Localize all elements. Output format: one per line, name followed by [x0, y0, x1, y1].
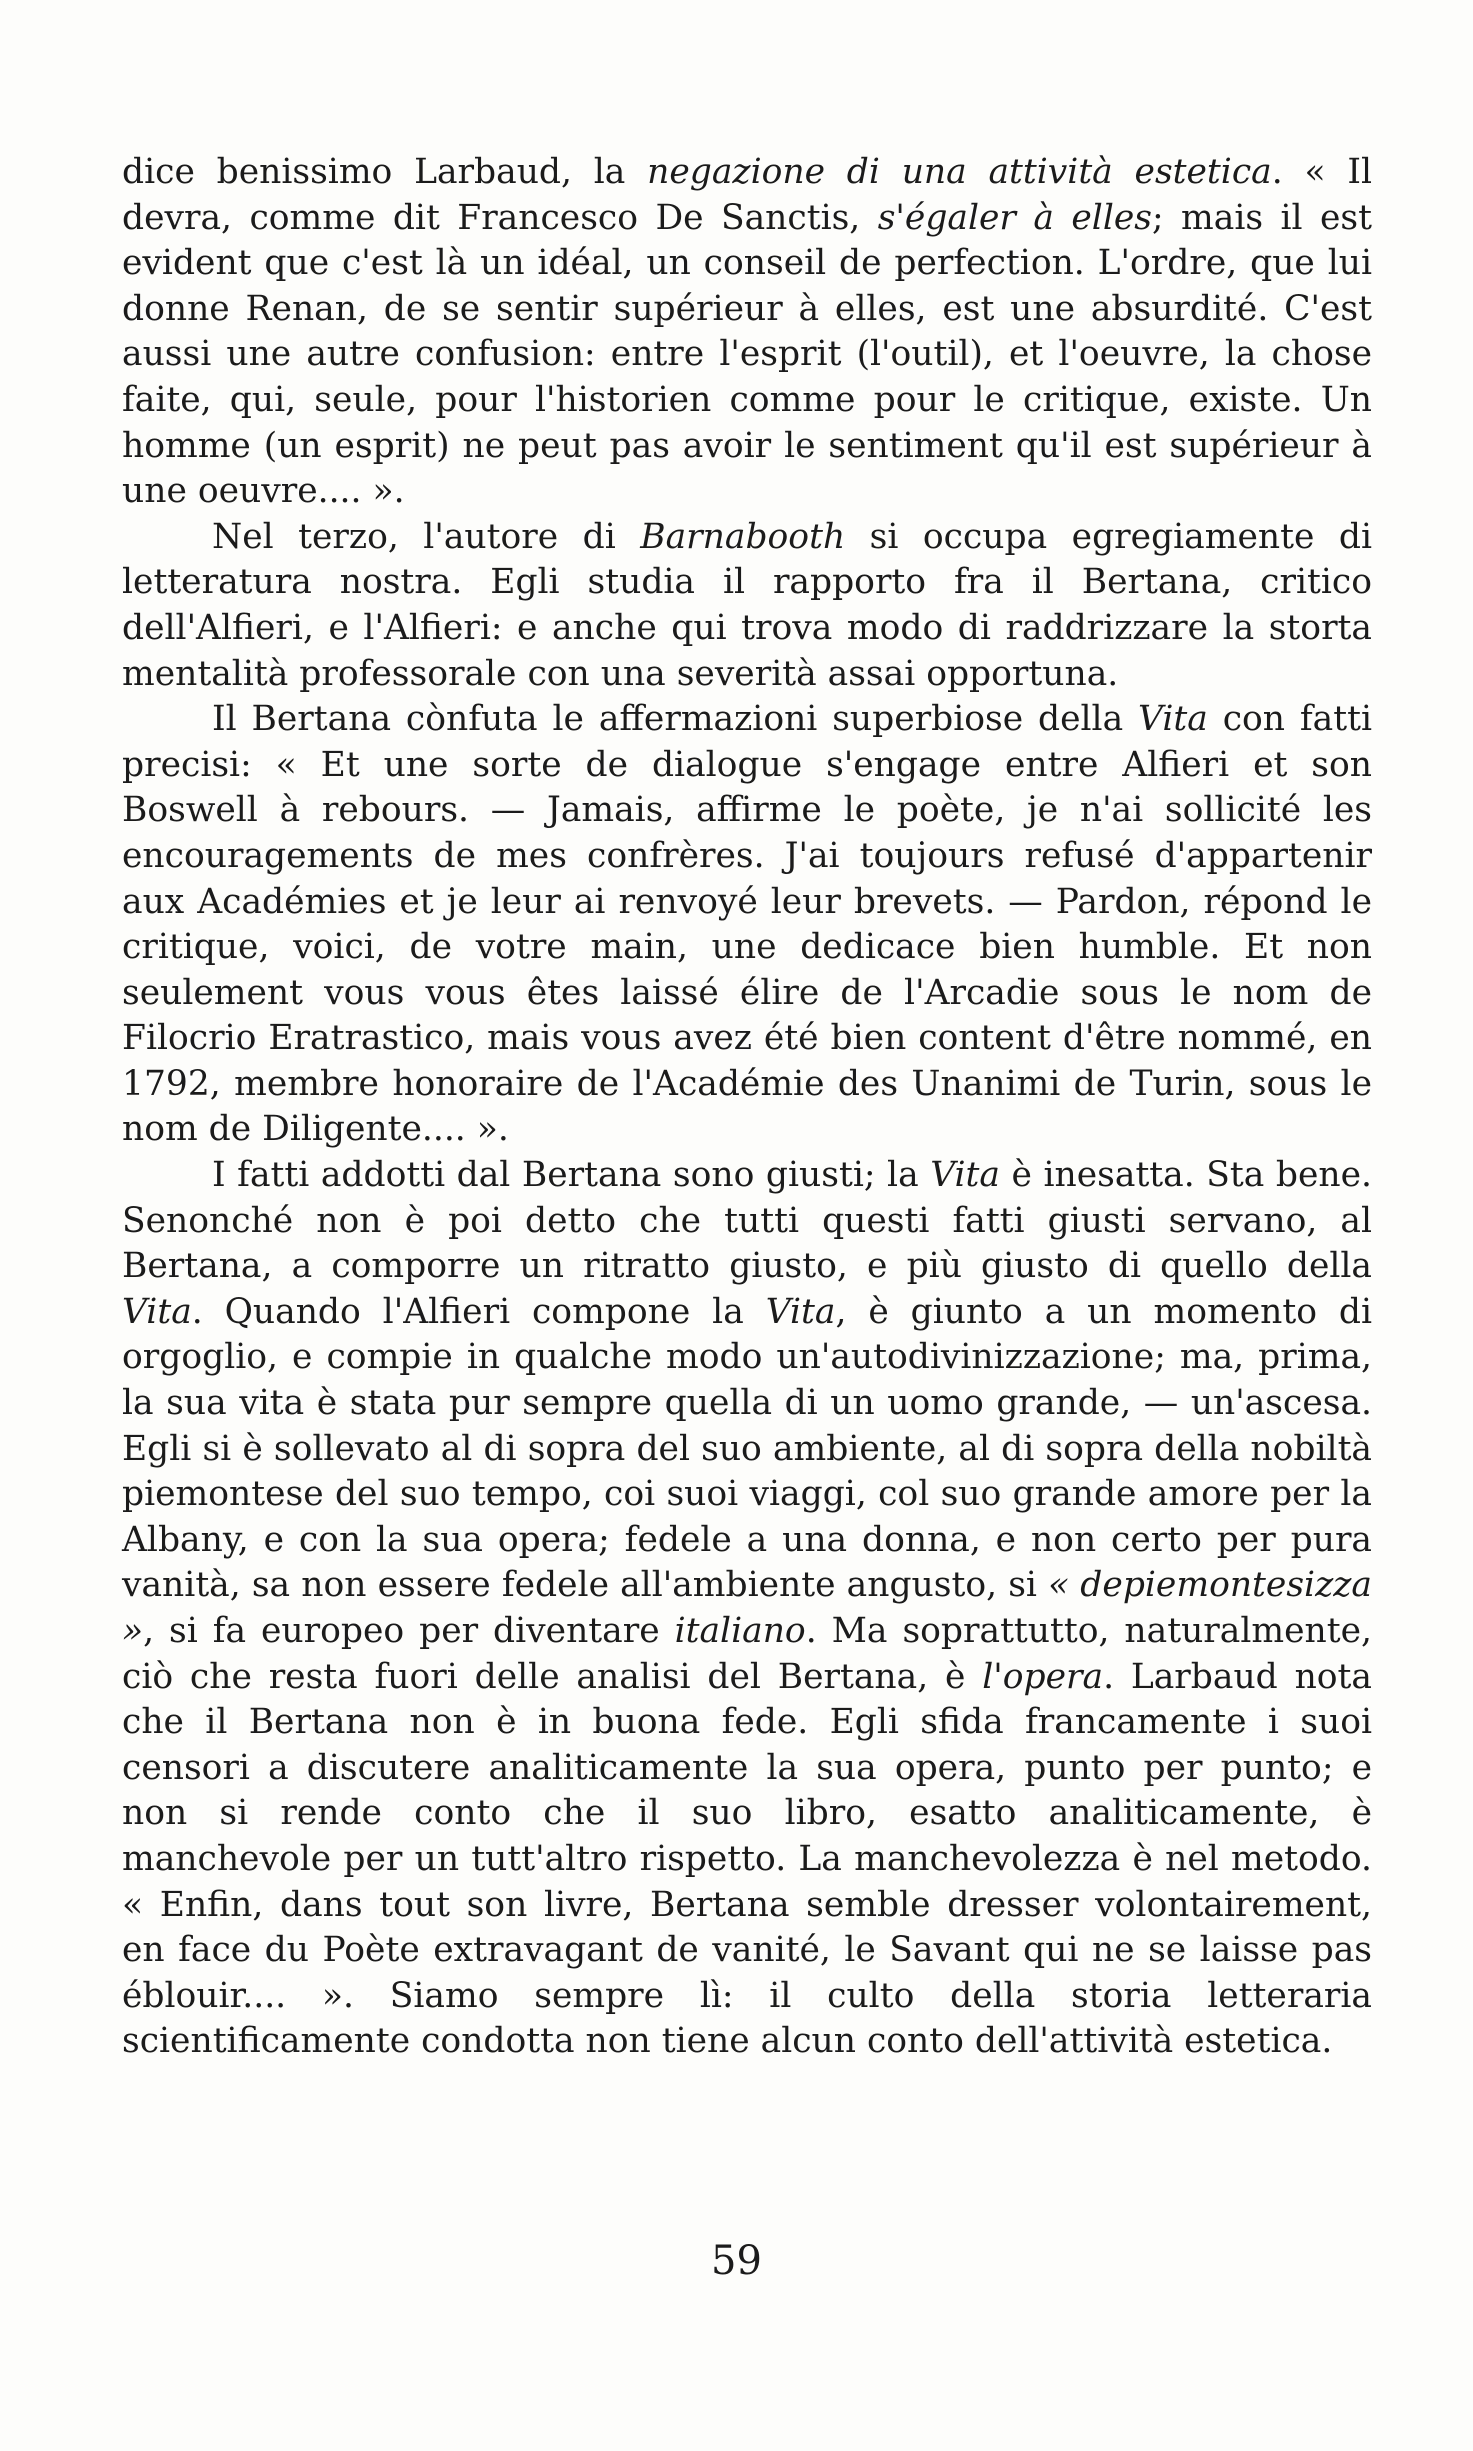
- text-run: dice benissimo Larbaud, la: [122, 152, 648, 192]
- text-run: . Quando l'Alfieri compone la: [191, 1291, 766, 1332]
- italic-text: s'égaler à elles: [877, 197, 1152, 238]
- text-run: Il Bertana cònfuta le affermazioni superbiose della: [212, 699, 1139, 740]
- paragraph: [122, 150, 1372, 515]
- text-run: si occupa egregiamente di letteratura nostra. Egli studia il rapporto fra il Bertana, critico dell'Alfieri, e l'Alfieri: e anche qui trova modo di raddrizzare la storta mentalità professorale con una severità assai opportuna.: [122, 516, 1372, 694]
- text-run: , è giunto a un momento di orgoglio, e compie in qualche modo un'autodivinizzazione; ma, prima, la sua vita è stata pur sempre quella di un uomo grande, — un'ascesa. Egli si è sollevato al di sopra del suo ambiente, al di sopra della nobiltà piemontese del suo tempo, coi suoi viaggi, col suo grande amore per la Albany, e con la sua opera; fedele a una donna, e non certo per pura vanità, sa non essere fedele all'ambiente angusto, si: [122, 1291, 1372, 1606]
- italic-text: Vita: [1138, 699, 1208, 740]
- text-run: con fatti precisi: « Et une sorte de dialogue s'engage entre Alfieri et son Boswell à rebours. — Jamais, affirme le poète, je n'ai sollicité les encouragements de mes confrères. J'ai toujours refusé d'appartenir aux Académies et je leur ai renvoyé leur brevets. — Pardon, répond le critique, voici, de votre main, une dedicace bien humble. Et non seulement vous vous êtes laissé élire de l'Arcadie sous le nom de Filocrio Eratrastico, mais vous avez été bien content d'être nommé, en 1792, membre honoraire de l'Académie des Unanimi de Turin, sous le nom de Diligente.... ».: [122, 699, 1372, 1150]
- italic-text: negazione di una attività estetica: [647, 152, 1272, 192]
- italic-text: Vita: [122, 1291, 192, 1332]
- text-run: I fatti addotti dal Bertana sono giusti; la: [212, 1155, 931, 1196]
- body-text: [122, 150, 1372, 2065]
- italic-text: Barnabooth: [640, 516, 846, 557]
- italic-text: italiano: [674, 1611, 806, 1651]
- paragraph: [122, 515, 1372, 697]
- italic-text: Vita: [930, 1155, 1000, 1196]
- italic-text: Vita: [765, 1291, 836, 1332]
- text-run: . « Il devra, comme dit Francesco De Sanctis,: [122, 152, 1372, 238]
- italic-text: « depiemontesizza »: [122, 1565, 1372, 1651]
- text-run: , si fa europeo per diventare: [143, 1611, 675, 1651]
- page-number: 59: [711, 2238, 762, 2284]
- text-run: Nel terzo, l'autore di: [212, 516, 641, 557]
- text-run: . Ma soprattutto, naturalmente, ciò che resta fuori delle analisi del Bertana, è: [122, 1611, 1372, 1697]
- text-run: è inesatta. Sta bene. Senonché non è poi detto che tutti questi fatti giusti servano, al Bertana, a comporre un ritratto giusto, e più giusto di quello della: [122, 1155, 1372, 1287]
- italic-text: l'opera: [982, 1656, 1104, 1697]
- paragraph: [122, 1153, 1372, 2065]
- text-run: ; mais il est evident que c'est là un idéal, un conseil de perfection. L'ordre, que lui donne Renan, de se sentir supérieur à elles, est une absurdité. C'est aussi une autre confusion: entre l'esprit (l'outil), et l'oeuvre, la chose faite, qui, seule, pour l'historien comme pour le critique, existe. Un homme (un esprit) ne peut pas avoir le sentiment qu'il est supérieur à une oeuvre.... ».: [122, 197, 1372, 512]
- text-run: . Larbaud nota che il Bertana non è in buona fede. Egli sfida francamente i suoi censori a discutere analiticamente la sua opera, punto per punto; e non si rende conto che il suo libro, esatto analiticamente, è manchevole per un tutt'altro rispetto. La manchevolezza è nel metodo. « Enfin, dans tout son livre, Bertana semble dresser volontairement, en face du Poète extravagant de vanité, le Savant qui ne se laisse pas éblouir.... ». Siamo sempre lì: il culto della storia letteraria scientificamente condotta non tiene alcun conto dell'attività estetica.: [122, 1656, 1372, 2062]
- paragraph: [122, 697, 1372, 1153]
